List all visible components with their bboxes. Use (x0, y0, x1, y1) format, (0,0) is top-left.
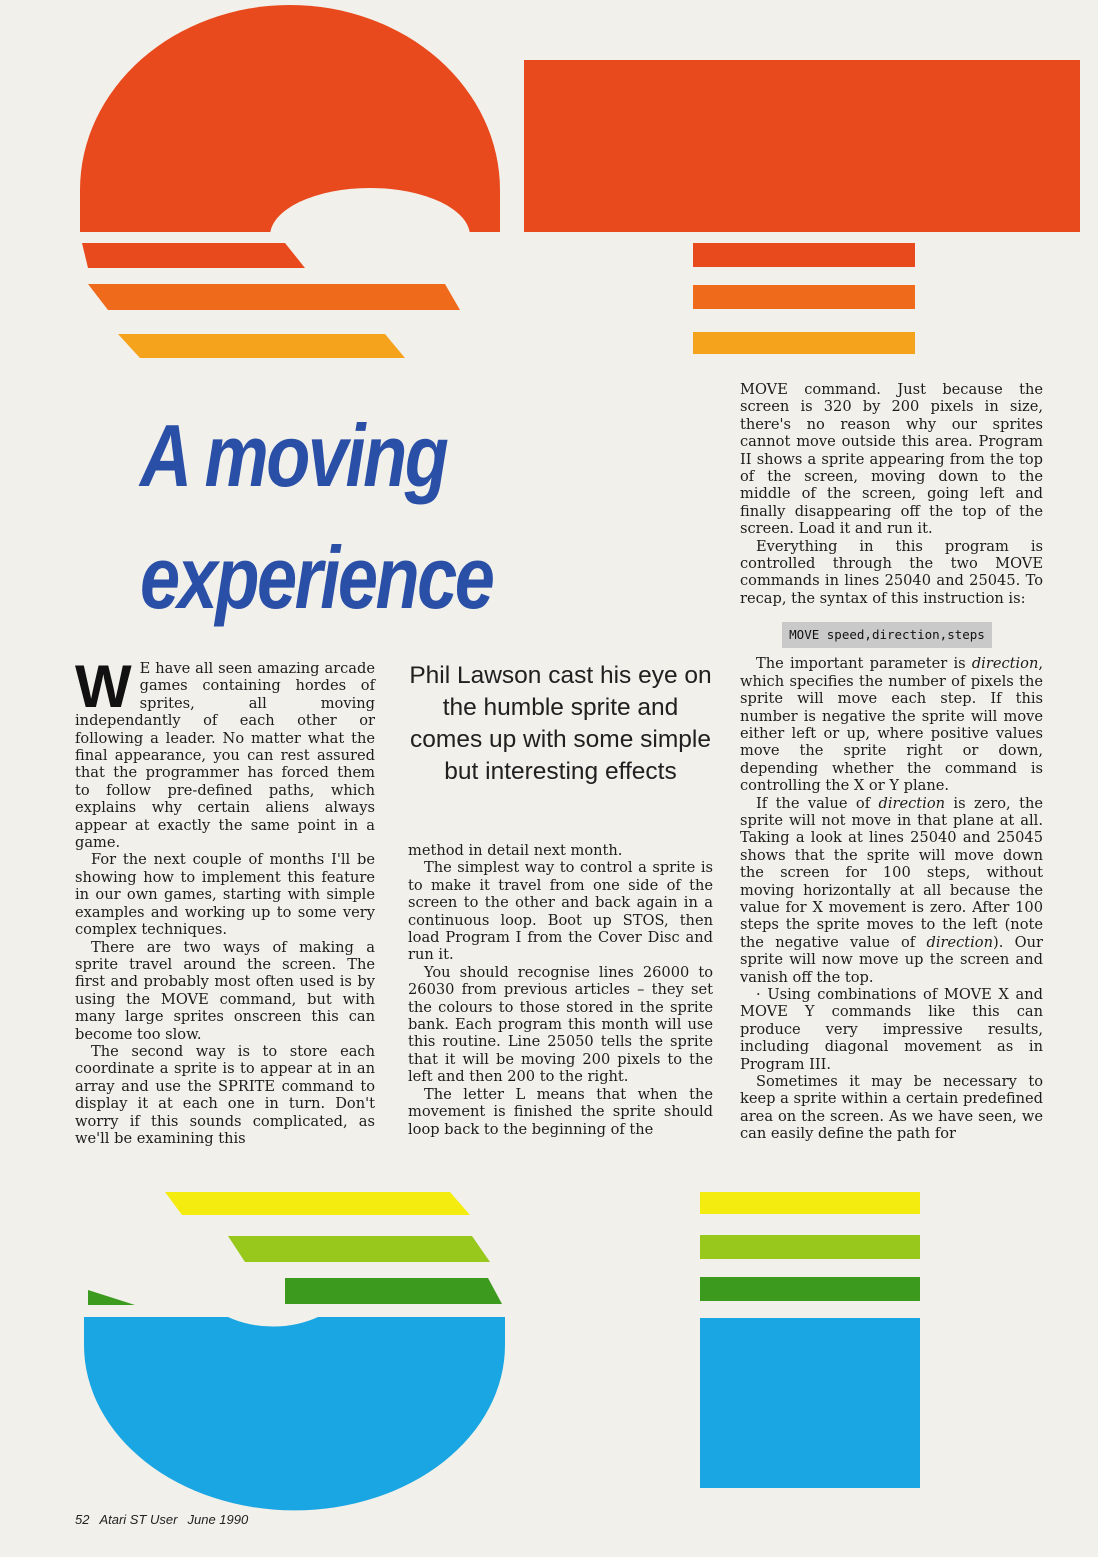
logo-t-stripe-yellow (700, 1192, 920, 1214)
paragraph (740, 655, 1043, 794)
logo-s-stripe-2 (88, 284, 460, 310)
issue-date: June 1990 (187, 1512, 249, 1527)
logo-t-stem (700, 1318, 920, 1488)
logo-s-stripe-green (88, 1290, 135, 1305)
paragraph: The second way is to store each coordinate a sprite is to appear at in an array and use the SPRITE command to display it at each one in turn. Don't worry if this sounds complicated, as we'll be examining this (75, 1042, 375, 1147)
text-run: The important parameter is (756, 655, 972, 673)
text-run: ). Our sprite will now move up the screen and vanish off the top. (740, 933, 1043, 986)
logo-t-stripe-3 (693, 332, 915, 354)
text-run: is zero, the sprite will not move in that plane at all. Taking a look at lines 25040 and 25045 shows that the sprite will move down the screen for 100 steps, without moving horizontally at all because the value for X movement is zero. After 100 steps the sprite moves to the left (note the negative value of (740, 794, 1043, 951)
article-headline (140, 395, 599, 639)
logo-t-stripe-1 (693, 243, 915, 267)
paragraph: For the next couple of months I'll be showing how to implement this feature in our own games, starting with simple examples and working up to some very complex techniques. (75, 851, 375, 939)
emphasis: direction (878, 794, 946, 812)
logo-t-stripe-2 (693, 285, 915, 309)
article-column-1 (75, 653, 375, 1147)
headline-line-1: A moving (140, 406, 447, 505)
logo-s-stripe-yellow (165, 1192, 470, 1215)
paragraph: Everything in this program is controlled through the two MOVE commands in lines 25040 and 25045. To recap, the syntax of this instruction is: (740, 537, 1043, 607)
logo-s-counter (270, 188, 470, 284)
logo-t-bar (524, 60, 1080, 232)
paragraph (75, 653, 375, 852)
logo-s-stripe-3 (118, 334, 405, 358)
article-column-3 (740, 381, 1043, 1143)
paragraph: Sometimes it may be necessary to keep a sprite within a certain predefined area on the screen. As we have seen, we can easily define the path for (740, 1073, 1043, 1143)
magazine-name: Atari ST User (99, 1512, 178, 1527)
code-sample: MOVE speed,direction,steps (782, 622, 992, 648)
paragraph (740, 795, 1043, 986)
article-column-2 (408, 842, 713, 1138)
paragraph: MOVE command. Just because the screen is 320 by 200 pixels in size, there's no reason why our sprites cannot move outside this area. Program II shows a sprite appearing from the top of the screen, moving down to the middle of the screen, going left and finally disappearing off the top of the screen. Load it and run it. (740, 381, 1043, 538)
text-run: , which specifies the number of pixels the sprite will move each step. If this number is negative the sprite will move either left or up, where positive values move the sprite right or down, depending whether the command is controlling the X or Y plane. (740, 655, 1043, 795)
headline-line-2: experience (140, 528, 493, 627)
paragraph: method in detail next month. (408, 842, 623, 859)
page-number: 52 (75, 1512, 90, 1527)
standfirst: Phil Lawson cast his eye on the humble sprite and comes up with some simple but interesting effects (409, 662, 712, 785)
logo-s-stripe-green-2 (285, 1278, 502, 1304)
paragraph: The simplest way to control a sprite is to make it travel from one side of the screen to the other and back again in a continuous loop. Boot up STOS, then load Program I from the Cover Disc and run it. (408, 859, 713, 964)
text-run: If the value of (756, 794, 879, 812)
logo-s-stripe-1 (82, 243, 305, 268)
paragraph: There are two ways of making a sprite travel around the screen. The first and probably most often used is by using the MOVE command, but with many large sprites onscreen this can become too slow. (75, 938, 375, 1043)
paragraph: · Using combinations of MOVE X and MOVE Y commands like this can produce very impressive results, including diagonal movement as in Program III. (740, 986, 1043, 1073)
emphasis: direction (926, 933, 993, 951)
paragraph-text: E have all seen amazing arcade games containing hordes of sprites, all moving independantly of each other or following a leader. No matter what the final appearance, you can rest assured that the programmer has forced them to follow pre-defined paths, which explains why certain aliens always appear at exactly the same point in a game. (75, 660, 375, 852)
logo-s-stripe-lime (228, 1236, 490, 1262)
logo-t-stripe-green (700, 1277, 920, 1301)
page-footer (75, 1512, 258, 1527)
paragraph: The letter L means that when the movement is finished the sprite should loop back to the beginning of the (408, 1085, 713, 1138)
paragraph: You should recognise lines 26000 to 26030 from previous articles – they set the colours to those stored in the sprite bank. Each program this month will use this routine. Line 25050 tells the sprite that it will be moving 200 pixels to the left and then 200 to the right. (408, 963, 713, 1086)
emphasis: direction (971, 655, 1039, 673)
logo-s-top-bowl (80, 5, 500, 232)
logo-s-bottom-bowl (84, 1317, 505, 1510)
st-logo-top (0, 0, 1098, 370)
logo-t-stripe-lime (700, 1235, 920, 1259)
drop-cap: W (75, 653, 132, 720)
